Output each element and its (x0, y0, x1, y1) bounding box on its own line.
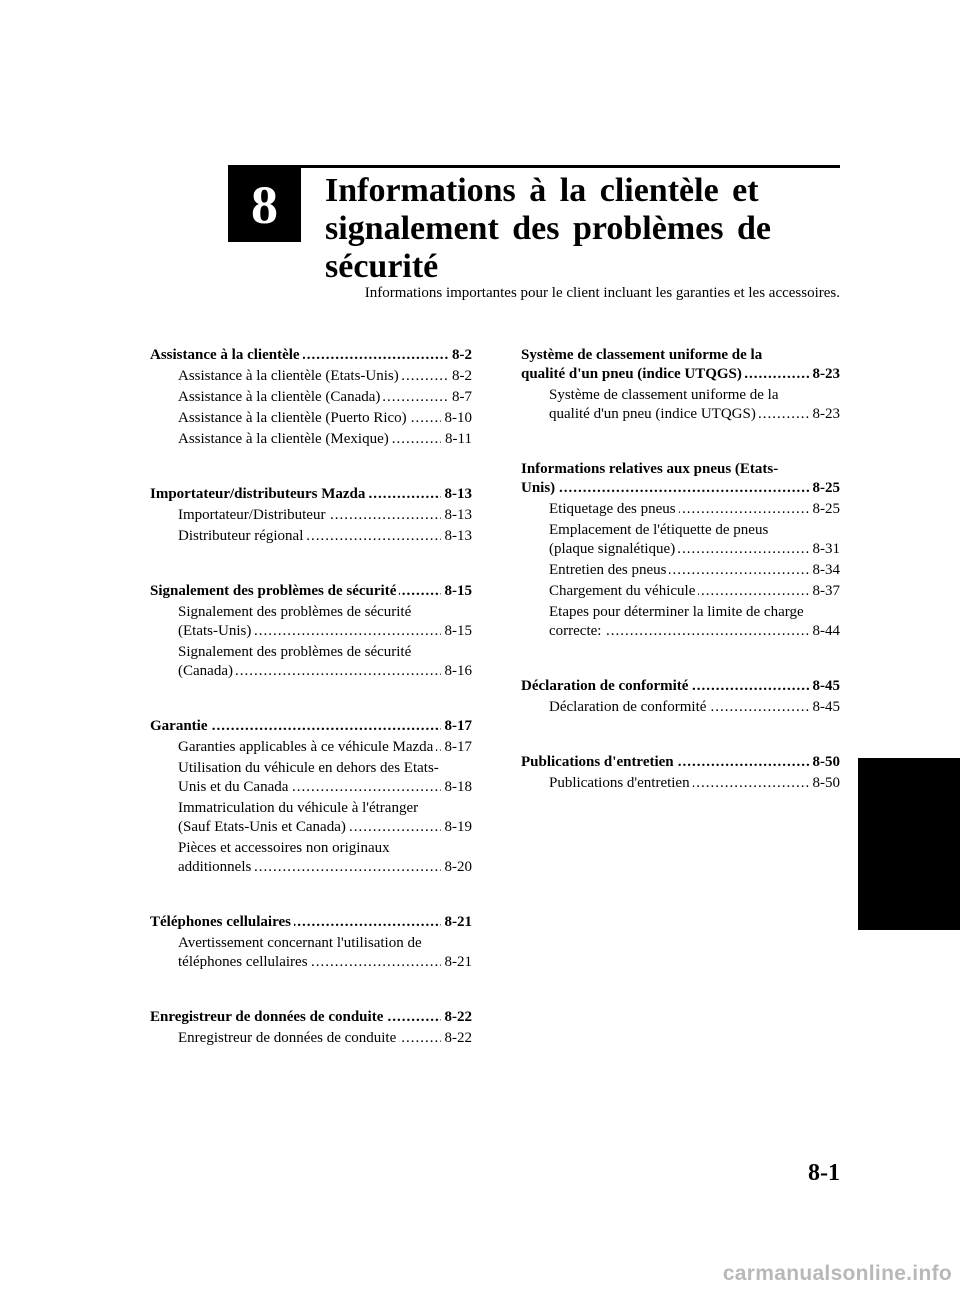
toc-page-number: 8-25 (809, 479, 841, 498)
toc-item-entry[interactable] (150, 738, 472, 757)
toc-item-title: Assistance à la clientèle (Mexique) (178, 431, 392, 447)
toc-page-number: 8-2 (448, 346, 472, 365)
toc-page-number: 8-16 (441, 662, 473, 681)
toc-section-title: Garantie (150, 718, 211, 734)
page-number: 8-1 (808, 1160, 840, 1186)
toc-page-number: 8-17 (441, 717, 473, 736)
toc-item-title: Assistance à la clientèle (Puerto Rico) (178, 410, 410, 426)
toc-page-number: 8-13 (441, 527, 473, 546)
chapter-number: 8 (251, 175, 278, 235)
toc-page-number: 8-13 (441, 506, 473, 525)
toc-page-number: 8-23 (809, 365, 841, 384)
toc-page-number: 8-10 (441, 409, 473, 428)
toc-item-title: Signalement des problèmes de sécurité (Etats-Unis) (178, 604, 412, 639)
toc-item-entry[interactable] (150, 367, 472, 386)
toc-item-entry[interactable] (150, 527, 472, 546)
toc-page-number: 8-45 (809, 698, 841, 717)
toc-item-title: Emplacement de l'étiquette de pneus (plaque signalétique) (549, 522, 769, 557)
toc-page-number: 8-44 (809, 622, 841, 641)
toc-page-number: 8-45 (809, 677, 841, 696)
toc-item-title: Garanties applicables à ce véhicule Mazda (178, 739, 436, 755)
toc-section-entry[interactable] (521, 346, 840, 384)
toc-page-number: 8-34 (809, 561, 841, 580)
toc-section-title: Enregistreur de données de conduite (150, 1009, 386, 1025)
toc-item-entry[interactable] (150, 506, 472, 525)
toc-left-column (150, 346, 472, 1048)
toc-section-title: Système de classement uniforme de la qualité d'un pneu (indice UTQGS) (521, 347, 763, 382)
toc-item-title: Enregistreur de données de conduite (178, 1030, 399, 1046)
toc-item-entry[interactable] (521, 603, 840, 641)
toc-page-number: 8-25 (809, 500, 841, 519)
toc-section-title: Assistance à la clientèle (150, 347, 303, 363)
toc-page-number: 8-50 (809, 753, 841, 772)
toc-page-number: 8-2 (448, 367, 472, 386)
toc-item-entry[interactable] (150, 839, 472, 877)
toc-item-title: Assistance à la clientèle (Canada) (178, 389, 383, 405)
chapter-number-box (228, 168, 301, 242)
toc-item-entry[interactable] (150, 603, 472, 641)
toc-section-entry[interactable] (150, 717, 472, 736)
toc-section-title: Signalement des problèmes de sécurité (150, 583, 399, 599)
toc-item-title: Déclaration de conformité (549, 699, 709, 715)
toc-section-entry[interactable] (521, 460, 840, 498)
toc-page-number: 8-19 (441, 818, 473, 837)
toc-page-number: 8-21 (441, 913, 473, 932)
toc-item-entry[interactable] (150, 409, 472, 428)
toc-section-entry[interactable] (150, 1008, 472, 1027)
toc-item-title: Immatriculation du véhicule à l'étranger (Sauf Etats-Unis et Canada) (178, 800, 419, 835)
toc-page-number: 8-18 (441, 778, 473, 797)
toc-item-entry[interactable] (521, 561, 840, 580)
toc-page-number: 8-50 (809, 774, 841, 793)
toc-page-number: 8-11 (441, 430, 472, 449)
toc-section-title: Téléphones cellulaires (150, 914, 294, 930)
toc-item-title: Système de classement uniforme de la qualité d'un pneu (indice UTQGS) (549, 387, 779, 422)
toc-item-entry[interactable] (150, 388, 472, 407)
toc-section-entry[interactable] (150, 913, 472, 932)
toc-item-entry[interactable] (150, 643, 472, 681)
toc-item-entry[interactable] (521, 698, 840, 717)
toc-page-number: 8-20 (441, 858, 473, 877)
toc-item-title: Etapes pour déterminer la limite de charge correcte: (549, 604, 804, 639)
toc-item-entry[interactable] (150, 934, 472, 972)
toc-section-title: Déclaration de conformité (521, 678, 691, 694)
toc-item-title: Avertissement concernant l'utilisation de téléphones cellulaires (178, 935, 422, 970)
chapter-thumb-tab (858, 758, 960, 930)
toc-page-number: 8-17 (441, 738, 473, 757)
toc-item-title: Entretien des pneus (549, 562, 669, 578)
toc-item-entry[interactable] (150, 799, 472, 837)
toc-item-entry[interactable] (150, 759, 472, 797)
toc-item-entry[interactable] (150, 430, 472, 449)
toc-item-title: Distributeur régional (178, 528, 306, 544)
toc-item-entry[interactable] (150, 1029, 472, 1048)
toc-section-title: Publications d'entretien (521, 754, 677, 770)
toc-page-number: 8-7 (448, 388, 472, 407)
toc-page-number: 8-21 (441, 953, 473, 972)
toc-item-entry[interactable] (521, 521, 840, 559)
toc-item-title: Assistance à la clientèle (Etats-Unis) (178, 368, 402, 384)
toc-item-title: Etiquetage des pneus (549, 501, 679, 517)
toc-item-title: Importateur/Distributeur (178, 507, 328, 523)
toc-item-title: Chargement du véhicule (549, 583, 698, 599)
toc-page-number: 8-22 (441, 1008, 473, 1027)
toc-item-entry[interactable] (521, 386, 840, 424)
toc-section-entry[interactable] (150, 346, 472, 365)
toc-right-column (521, 346, 840, 793)
watermark: carmanualsonline.info (722, 1262, 952, 1285)
toc-section-entry[interactable] (521, 753, 840, 772)
toc-page-number: 8-37 (809, 582, 841, 601)
toc-section-entry[interactable] (150, 485, 472, 504)
toc-page-number: 8-31 (809, 540, 841, 559)
toc-item-title: Publications d'entretien (549, 775, 693, 791)
toc-section-title: Informations relatives aux pneus (Etats-Unis) (521, 461, 779, 496)
toc-item-entry[interactable] (521, 500, 840, 519)
toc-page-number: 8-22 (441, 1029, 473, 1048)
toc-item-title: Utilisation du véhicule en dehors des Etats-Unis et du Canada (178, 760, 439, 795)
toc-page-number: 8-15 (441, 582, 473, 601)
toc-page-number: 8-15 (441, 622, 473, 641)
toc-item-title: Pièces et accessoires non originaux additionnels (178, 840, 390, 875)
chapter-title: Informations à la clientèle et signalement des problèmes de sécurité (325, 172, 771, 285)
toc-item-entry[interactable] (521, 774, 840, 793)
toc-page-number: 8-13 (441, 485, 473, 504)
toc-section-entry[interactable] (150, 582, 472, 601)
toc-page-number: 8-23 (809, 405, 841, 424)
toc-section-title: Importateur/distributeurs Mazda (150, 486, 368, 502)
toc-section-entry[interactable] (521, 677, 840, 696)
toc-item-entry[interactable] (521, 582, 840, 601)
chapter-subtitle: Informations importantes pour le client incluant les garanties et les accessoires. (364, 285, 840, 301)
toc-item-title: Signalement des problèmes de sécurité (Canada) (178, 644, 412, 679)
chapter-header-rule (228, 165, 840, 168)
